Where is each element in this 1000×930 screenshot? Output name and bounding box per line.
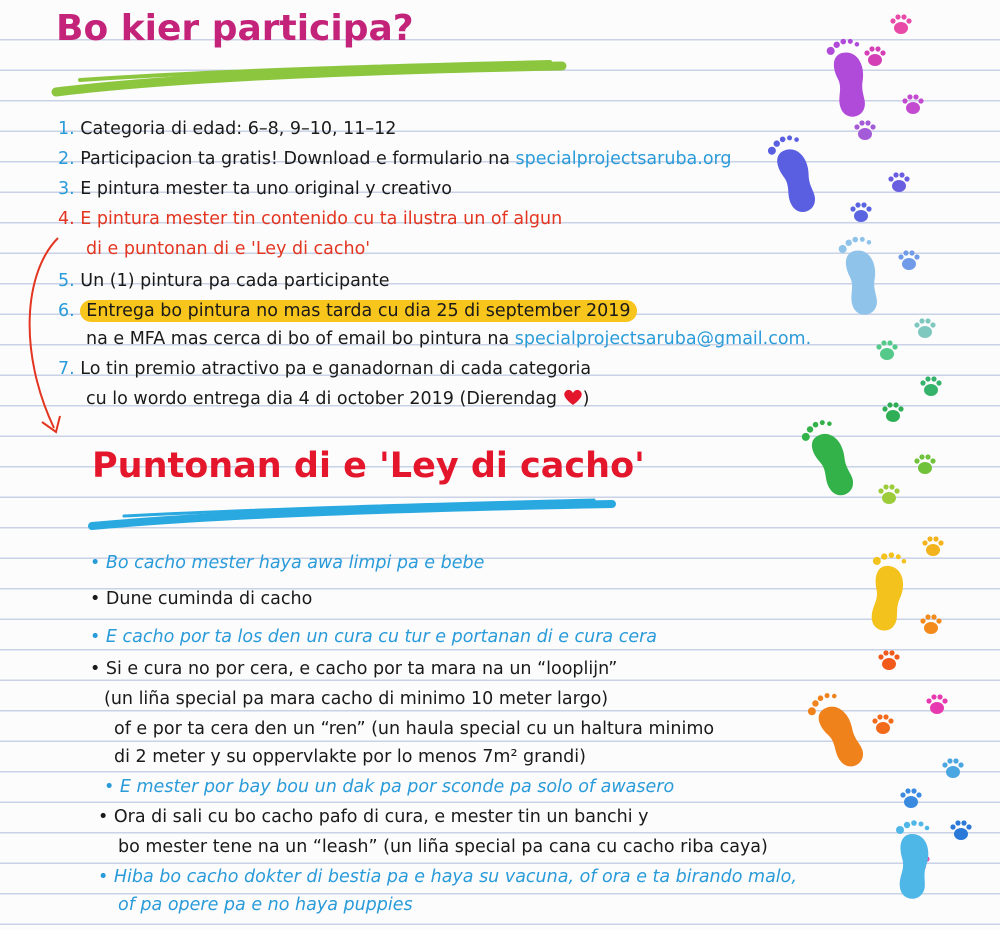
- list-item: • Bo cacho mester haya awa limpi pa e bebe: [90, 553, 485, 573]
- rule-text: E pintura mester tin contenido cu ta ilustra un of algun: [80, 209, 563, 229]
- baby-footprint-icon: [862, 550, 913, 638]
- baby-footprint-icon: [794, 413, 869, 508]
- paw-print-icon: [940, 756, 966, 780]
- rule-item: [58, 270, 390, 292]
- paw-print-icon: [898, 786, 924, 810]
- paw-print-icon: [874, 338, 900, 362]
- rule-item: [58, 118, 396, 140]
- rule-item: [58, 148, 732, 170]
- paw-print-icon: [924, 692, 950, 716]
- title-underline: [50, 58, 570, 98]
- baby-footprint-icon: [833, 233, 891, 323]
- list-item: • Dune cuminda di cacho: [90, 589, 313, 609]
- list-item: • E mester por bay bou un dak pa por sconde pa solo of awasero: [104, 777, 675, 797]
- rule-text-continued: cu lo wordo entrega dia 4 di october 2019 (Dierendag ): [86, 389, 590, 409]
- paw-print-icon: [918, 612, 944, 636]
- deadline-highlight: Entrega bo pintura no mas tarda cu dia 25 di september 2019: [80, 300, 636, 322]
- rule-text: E pintura mester ta uno original y creativo: [80, 179, 452, 199]
- baby-footprint-icon: [800, 685, 880, 780]
- rule-item: [58, 208, 562, 230]
- paw-print-icon: [876, 482, 902, 506]
- rule-number: 3.: [58, 179, 75, 199]
- paw-print-icon: [870, 712, 896, 736]
- rule-text-continued: [86, 328, 811, 350]
- paw-print-icon: [912, 452, 938, 476]
- rule-text: cu lo wordo entrega dia 4 di october 2019 (Dierendag: [86, 389, 563, 409]
- paw-print-icon: [918, 374, 944, 398]
- section-underline: [84, 496, 624, 536]
- rule-item: [58, 358, 591, 380]
- curved-arrow-icon: [14, 232, 74, 442]
- website-link[interactable]: specialprojectsaruba.org: [515, 149, 732, 169]
- rule-text: Un (1) pintura pa cada participante: [80, 271, 390, 291]
- email-link[interactable]: specialprojectsaruba@gmail.com.: [514, 329, 812, 349]
- list-item-continued: of e por ta cera den un “ren” (un haula special cu un haltura minimo: [114, 719, 715, 739]
- rule-number: 2.: [58, 149, 75, 169]
- list-item: • E cacho por ta los den un cura cu tur e portanan di e cura cera: [90, 627, 658, 647]
- list-item: • Ora di sali cu bo cacho pafo di cura, e mester tin un banchi y: [98, 807, 649, 827]
- list-item: • Hiba bo cacho dokter di bestia pa e haya su vacuna, of ora e ta birando malo,: [98, 867, 797, 887]
- rule-number: 6.: [58, 301, 75, 321]
- section-title: Puntonan di e 'Ley di cacho': [92, 446, 645, 486]
- rule-number: 1.: [58, 119, 75, 139]
- paw-print-icon: [886, 170, 912, 194]
- paw-print-icon: [900, 92, 926, 116]
- rule-number: 5.: [58, 271, 75, 291]
- paw-print-icon: [888, 12, 914, 36]
- heart-icon: [563, 388, 583, 406]
- paw-print-icon: [880, 400, 906, 424]
- rule-number: 7.: [58, 359, 75, 379]
- baby-footprint-icon: [892, 820, 936, 904]
- rule-item: [58, 300, 637, 322]
- rule-item: [58, 178, 452, 200]
- paw-print-icon: [848, 200, 874, 224]
- paw-print-icon: [920, 534, 946, 558]
- baby-footprint-icon: [761, 129, 831, 223]
- page-title: Bo kier participa?: [56, 8, 414, 49]
- list-item-continued: di 2 meter y su oppervlakte por lo menos 7m² grandi): [114, 747, 586, 767]
- list-item: • Si e cura no por cera, e cacho por ta mara na un “looplijn”: [90, 659, 618, 679]
- rule-text: Lo tin premio atractivo pa e ganadornan di cada categoria: [80, 359, 592, 379]
- rule-text: Participacion ta gratis! Download e formulario na: [80, 149, 516, 169]
- rule-text: Categoria di edad: 6–8, 9–10, 11–12: [80, 119, 397, 139]
- paw-print-icon: [896, 248, 922, 272]
- rule-text: na e MFA mas cerca di bo of email bo pintura na: [86, 329, 515, 349]
- paw-print-icon: [876, 648, 902, 672]
- list-item-continued: (un liña special pa mara cacho di minimo 10 meter largo): [104, 689, 609, 709]
- paw-print-icon: [948, 818, 974, 842]
- rule-number: 4.: [58, 209, 75, 229]
- paw-print-icon: [912, 316, 938, 340]
- list-item-continued: of pa opere pa e no haya puppies: [118, 895, 413, 915]
- list-item-continued: bo mester tene na un “leash” (un liña special pa cana cu cacho riba caya): [118, 837, 768, 857]
- rule-text-continued: di e puntonan di e 'Ley di cacho': [86, 239, 371, 259]
